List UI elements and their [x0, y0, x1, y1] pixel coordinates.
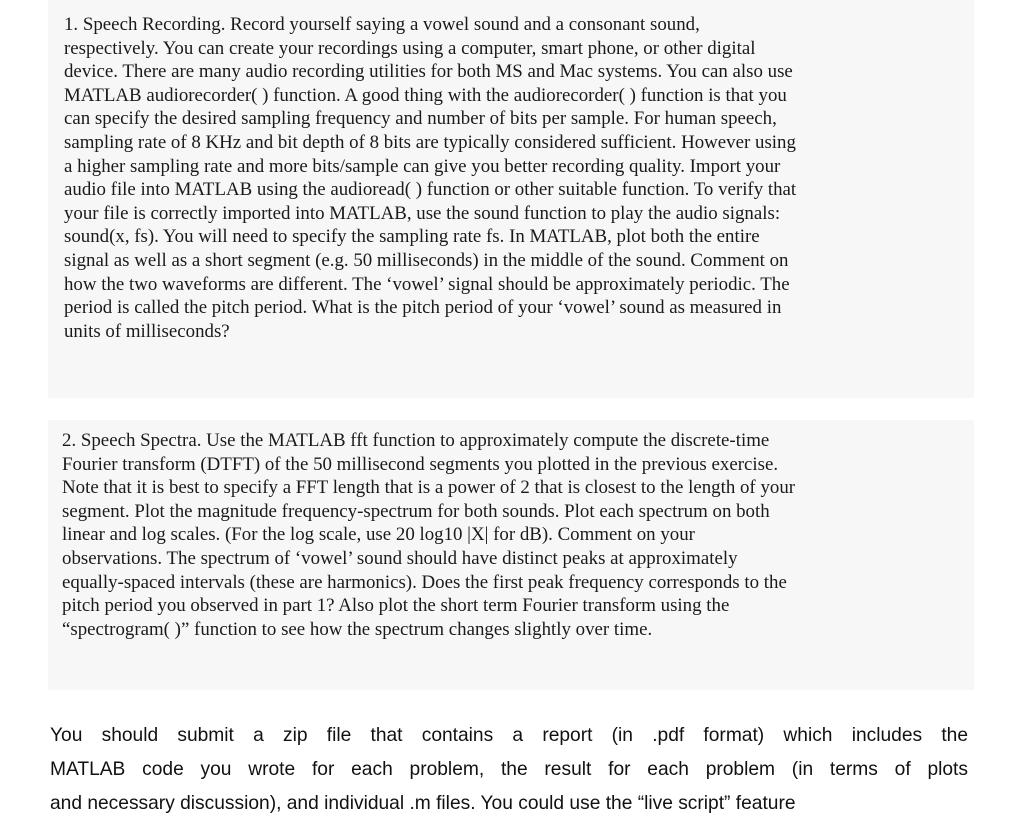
- text-line: device. There are many audio recording utilities for both MS and Mac systems. You can also use: [64, 61, 793, 83]
- text-line: can specify the desired sampling frequency and number of bits per sample. For human speech,: [64, 108, 777, 130]
- problem-1-speech-recording: [48, 0, 974, 398]
- text-line: your file is correctly imported into MATLAB, use the sound function to play the audio signals:: [64, 202, 781, 224]
- text-line: period is called the pitch period. What is the pitch period of your ‘vowel’ sound as measured in: [64, 297, 782, 319]
- text-line: how the two waveforms are different. The ‘vowel’ signal should be approximately periodic. The: [64, 273, 790, 295]
- text-line: a higher sampling rate and more bits/sample can give you better recording quality. Import your: [64, 155, 781, 177]
- text-line: respectively. You can create your recordings using a computer, smart phone, or other digital: [64, 37, 756, 59]
- submission-instructions: [50, 719, 968, 821]
- text-line: “spectrogram( )” function to see how the spectrum changes slightly over time.: [62, 618, 653, 640]
- text-line: units of milliseconds?: [64, 320, 230, 342]
- text-line: segment. Plot the magnitude frequency-spectrum for both sounds. Plot each spectrum on both: [62, 500, 770, 522]
- text-line: 1. Speech Recording. Record yourself saying a vowel sound and a consonant sound,: [64, 14, 700, 35]
- text-line: 2. Speech Spectra. Use the MATLAB fft function to approximately compute the discrete-time: [62, 430, 770, 451]
- text-line: MATLAB code you wrote for each problem, the result for each problem (in terms of plots: [50, 759, 968, 780]
- text-line: signal as well as a short segment (e.g. 50 milliseconds) in the middle of the sound. Comment on: [64, 249, 789, 271]
- text-line: and necessary discussion), and individual .m files. You could use the “live script” feature: [50, 793, 796, 814]
- problem-2-speech-spectra: [48, 420, 974, 690]
- text-line: sampling rate of 8 KHz and bit depth of 8 bits are typically considered sufficient. However using: [64, 131, 796, 153]
- text-line: pitch period you observed in part 1? Also plot the short term Fourier transform using the: [62, 595, 730, 617]
- text-line: MATLAB audiorecorder( ) function. A good thing with the audiorecorder( ) function is that you: [64, 84, 787, 106]
- text-line: Fourier transform (DTFT) of the 50 millisecond segments you plotted in the previous exercise.: [62, 453, 779, 475]
- text-line: observations. The spectrum of ‘vowel’ sound should have distinct peaks at approximately: [62, 547, 738, 569]
- text-line: linear and log scales. (For the log scale, use 20 log10 |X| for dB). Comment on your: [62, 524, 695, 546]
- text-line: You should submit a zip file that contains a report (in .pdf format) which includes the: [50, 725, 968, 746]
- text-line: Note that it is best to specify a FFT length that is a power of 2 that is closest to the length of your: [62, 477, 796, 499]
- text-line: audio file into MATLAB using the audioread( ) function or other suitable function. To verify that: [64, 179, 797, 201]
- text-line: equally-spaced intervals (these are harmonics). Does the first peak frequency corresponds to the: [62, 571, 787, 593]
- text-line: sound(x, fs). You will need to specify the sampling rate fs. In MATLAB, plot both the entire: [64, 226, 760, 248]
